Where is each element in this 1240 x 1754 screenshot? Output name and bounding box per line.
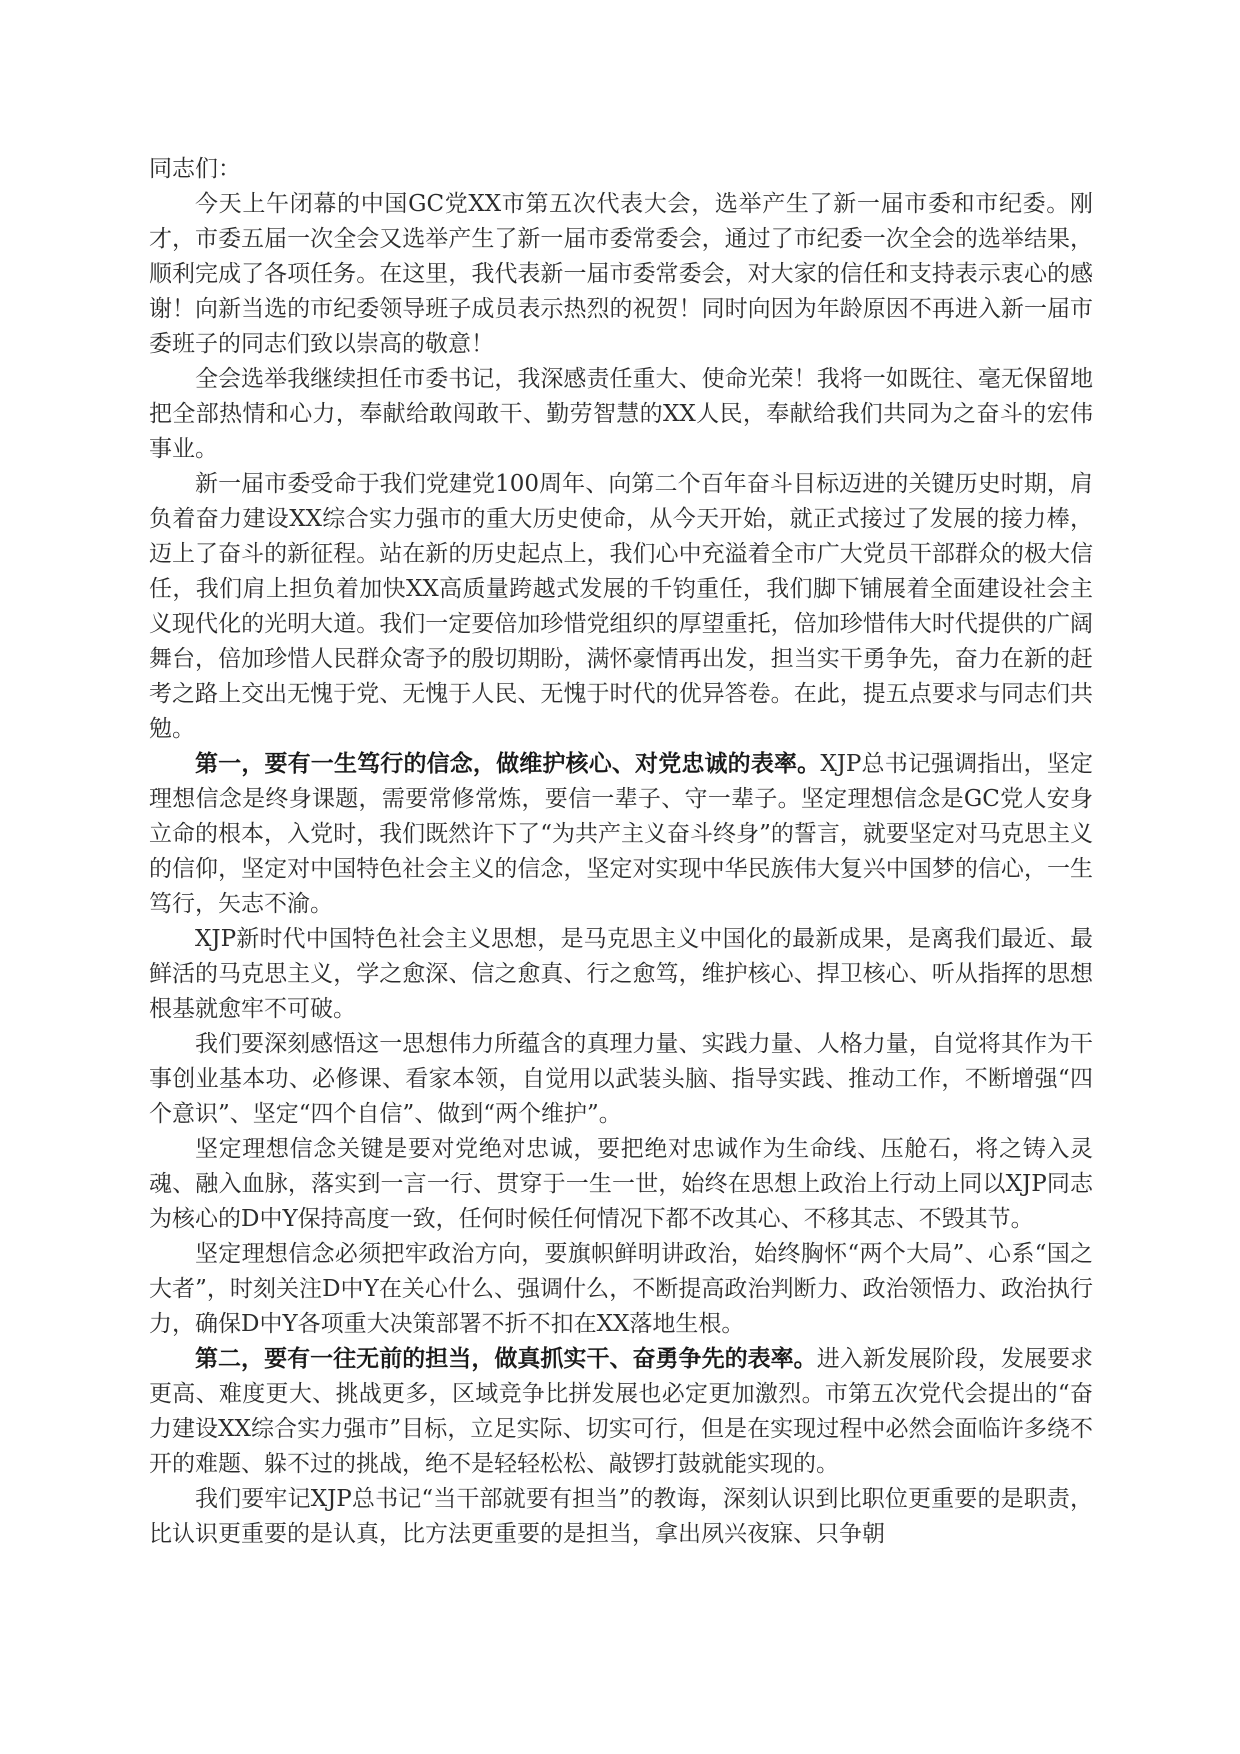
paragraph: 新一届市委受命于我们党建党100周年、向第二个百年奋斗目标迈进的关键历史时期，肩负着奋力建设XX综合实力强市的重大历史使命，从今天开始，就正式接过了发展的接力棒，迈上了奋斗的新征程。站在新的历史起点上，我们心中充溢着全市广大党员干部群众的极大信任，我们肩上担负着加快XX高质量跨越式发展的千钧重任，我们脚下铺展着全面建设社会主义现代化的光明大道。我们一定要倍加珍惜党组织的厚望重托，倍加珍惜伟大时代提供的广阔舞台，倍加珍惜人民群众寄予的殷切期盼，满怀豪情再出发，担当实干勇争先，奋力在新的赶考之路上交出无愧于党、无愧于人民、无愧于时代的优异答卷。在此，提五点要求与同志们共勉。 <box>149 471 1093 742</box>
section-1-heading: 第一，要有一生笃行的信念，做维护核心、对党忠诚的表率。 <box>195 751 821 777</box>
paragraph: 坚定理想信念关键是要对党绝对忠诚，要把绝对忠诚作为生命线、压舱石，将之铸入灵魂、融入血脉，落实到一言一行、贯穿于一生一世，始终在思想上政治上行动上同以XJP同志为核心的D中Y保持高度一致，任何时候任何情况下都不改其心、不移其志、不毁其节。 <box>149 1136 1093 1232</box>
paragraph: 我们要深刻感悟这一思想伟力所蕴含的真理力量、实践力量、人格力量，自觉将其作为干事创业基本功、必修课、看家本领，自觉用以武装头脑、指导实践、推动工作，不断增强“四个意识”、坚定“四个自信”、做到“两个维护”。 <box>149 1031 1093 1127</box>
paragraph: 全会选举我继续担任市委书记，我深感责任重大、使命光荣！我将一如既往、毫无保留地把全部热情和心力，奉献给敢闯敢干、勤劳智慧的XX人民，奉献给我们共同为之奋斗的宏伟事业。 <box>149 366 1093 462</box>
salutation: 同志们： <box>149 156 241 182</box>
section-2-text: 进入新发展阶段，发展要求更高、难度更大、挑战更多，区域竞争比拼发展也必定更加激烈。市第五次党代会提出的“奋力建设XX综合实力强市”目标，立足实际、切实可行，但是在实现过程中必然会面临许多绕不开的难题、躲不过的挑战，绝不是轻轻松松、敲锣打鼓就能实现的。 <box>149 1346 1094 1477</box>
paragraph: XJP新时代中国特色社会主义思想，是马克思主义中国化的最新成果，是离我们最近、最鲜活的马克思主义，学之愈深、信之愈真、行之愈笃，维护核心、捍卫核心、听从指挥的思想根基就愈牢不可破。 <box>149 926 1093 1022</box>
paragraph: 我们要牢记XJP总书记“当干部就要有担当”的教诲，深刻认识到比职位更重要的是职责，比认识更重要的是认真，比方法更重要的是担当，拿出夙兴夜寐、只争朝 <box>149 1486 1093 1547</box>
paragraph: 今天上午闭幕的中国GC党XX市第五次代表大会，选举产生了新一届市委和市纪委。刚才，市委五届一次全会又选举产生了新一届市委常委会，通过了市纪委一次全会的选举结果，顺利完成了各项任务。在这里，我代表新一届市委常委会，对大家的信任和支持表示衷心的感谢！向新当选的市纪委领导班子成员表示热烈的祝贺！同时向因为年龄原因不再进入新一届市委班子的同志们致以崇高的敬意！ <box>149 191 1093 357</box>
section-1-text: XJP总书记强调指出，坚定理想信念是终身课题，需要常修常炼，要信一辈子、守一辈子。坚定理想信念是GC党人安身立命的根本，入党时，我们既然许下了“为共产主义奋斗终身”的誓言，就要坚定对马克思主义的信仰，坚定对中国特色社会主义的信念，坚定对实现中华民族伟大复兴中国梦的信心，一生笃行，矢志不渝。 <box>149 751 1093 917</box>
document-page <box>149 152 1093 1552</box>
section-2-heading: 第二，要有一往无前的担当，做真抓实干、奋勇争先的表率。 <box>195 1346 817 1372</box>
section-2-paragraph <box>149 1342 1093 1482</box>
paragraph: 坚定理想信念必须把牢政治方向，要旗帜鲜明讲政治，始终胸怀“两个大局”、心系“国之大者”，时刻关注D中Y在关心什么、强调什么，不断提高政治判断力、政治领悟力、政治执行力，确保D中Y各项重大决策部署不折不扣在XX落地生根。 <box>149 1241 1093 1337</box>
section-1-paragraph <box>149 747 1093 922</box>
